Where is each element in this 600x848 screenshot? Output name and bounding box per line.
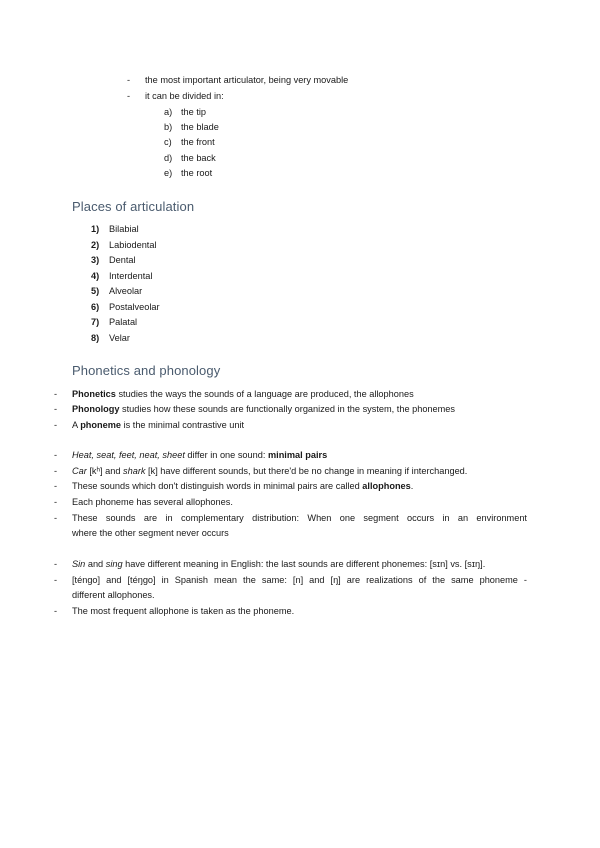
tongue-bullet-1: the most important articulator, being very movable — [145, 75, 349, 85]
bullet-dash: - — [54, 497, 58, 507]
place-label: 3) — [91, 255, 100, 265]
place-item: Labiodental — [109, 240, 157, 250]
bullet-dash: - — [127, 91, 131, 101]
place-item: Interdental — [109, 271, 153, 281]
tongue-part-label: e) — [164, 168, 173, 178]
bullet-dash: - — [54, 420, 58, 430]
place-label: 7) — [91, 317, 100, 327]
place-label: 2) — [91, 240, 100, 250]
complementary-line-2: where the other segment never occurs — [72, 528, 229, 538]
tongue-part-label: a) — [164, 107, 173, 117]
phonetics-definition: Phonetics studies the ways the sounds of a language are produced, the allophones — [72, 389, 414, 399]
tongue-part: the front — [181, 137, 215, 147]
bullet-dash: - — [54, 559, 58, 569]
bullet-dash: - — [54, 575, 58, 585]
tongue-part-label: b) — [164, 122, 173, 132]
place-label: 4) — [91, 271, 100, 281]
tongue-part: the back — [181, 153, 216, 163]
place-item: Dental — [109, 255, 136, 265]
tongue-part: the root — [181, 168, 213, 178]
bullet-dash: - — [54, 481, 58, 491]
bullet-dash: - — [54, 404, 58, 414]
place-item: Alveolar — [109, 286, 143, 296]
bullet-dash: - — [54, 606, 58, 616]
tongue-part: the blade — [181, 122, 219, 132]
tengo-line-1: [téngo] and [téŋgo] in Spanish mean the same: [n] and [ŋ] are realizations of the same phoneme - — [72, 575, 527, 585]
place-item: Postalveolar — [109, 302, 160, 312]
minimal-pairs-line: Heat, seat, feet, neat, sheet differ in one sound: minimal pairs — [72, 450, 328, 460]
bullet-dash: - — [54, 466, 58, 476]
section-heading-phonetics: Phonetics and phonology — [72, 363, 221, 378]
phoneme-definition: A phoneme is the minimal contrastive unit — [72, 420, 245, 430]
place-label: 1) — [91, 224, 100, 234]
place-item: Velar — [109, 333, 130, 343]
place-item: Palatal — [109, 317, 138, 327]
section-heading-places: Places of articulation — [72, 199, 195, 214]
complementary-line-1: These sounds are in complementary distribution: When one segment occurs in an environment — [72, 513, 527, 523]
place-label: 5) — [91, 286, 100, 296]
tongue-bullet-2: it can be divided in: — [145, 91, 224, 101]
phonology-definition: Phonology studies how these sounds are functionally organized in the system, the phonemes — [72, 404, 456, 414]
place-label: 6) — [91, 302, 100, 312]
bullet-dash: - — [54, 389, 58, 399]
sin-sing-line: Sin and sing have different meaning in English: the last sounds are different phonemes: [sɪn] vs. [sɪŋ]. — [72, 559, 486, 569]
bullet-dash: - — [127, 75, 131, 85]
allophones-line: These sounds which don't distinguish words in minimal pairs are called allophones. — [72, 481, 414, 491]
car-shark-line: Car [kʰ] and shark [k] have different sounds, but there'd be no change in meaning if interchanged. — [72, 466, 468, 476]
bullet-dash: - — [54, 513, 58, 523]
frequent-allophone-line: The most frequent allophone is taken as the phoneme. — [72, 606, 295, 616]
tongue-part-label: d) — [164, 153, 173, 163]
tongue-part-label: c) — [164, 137, 172, 147]
tengo-line-2: different allophones. — [72, 590, 155, 600]
place-item: Bilabial — [109, 224, 139, 234]
bullet-dash: - — [54, 450, 58, 460]
several-allophones-line: Each phoneme has several allophones. — [72, 497, 233, 507]
tongue-part: the tip — [181, 107, 207, 117]
place-label: 8) — [91, 333, 100, 343]
